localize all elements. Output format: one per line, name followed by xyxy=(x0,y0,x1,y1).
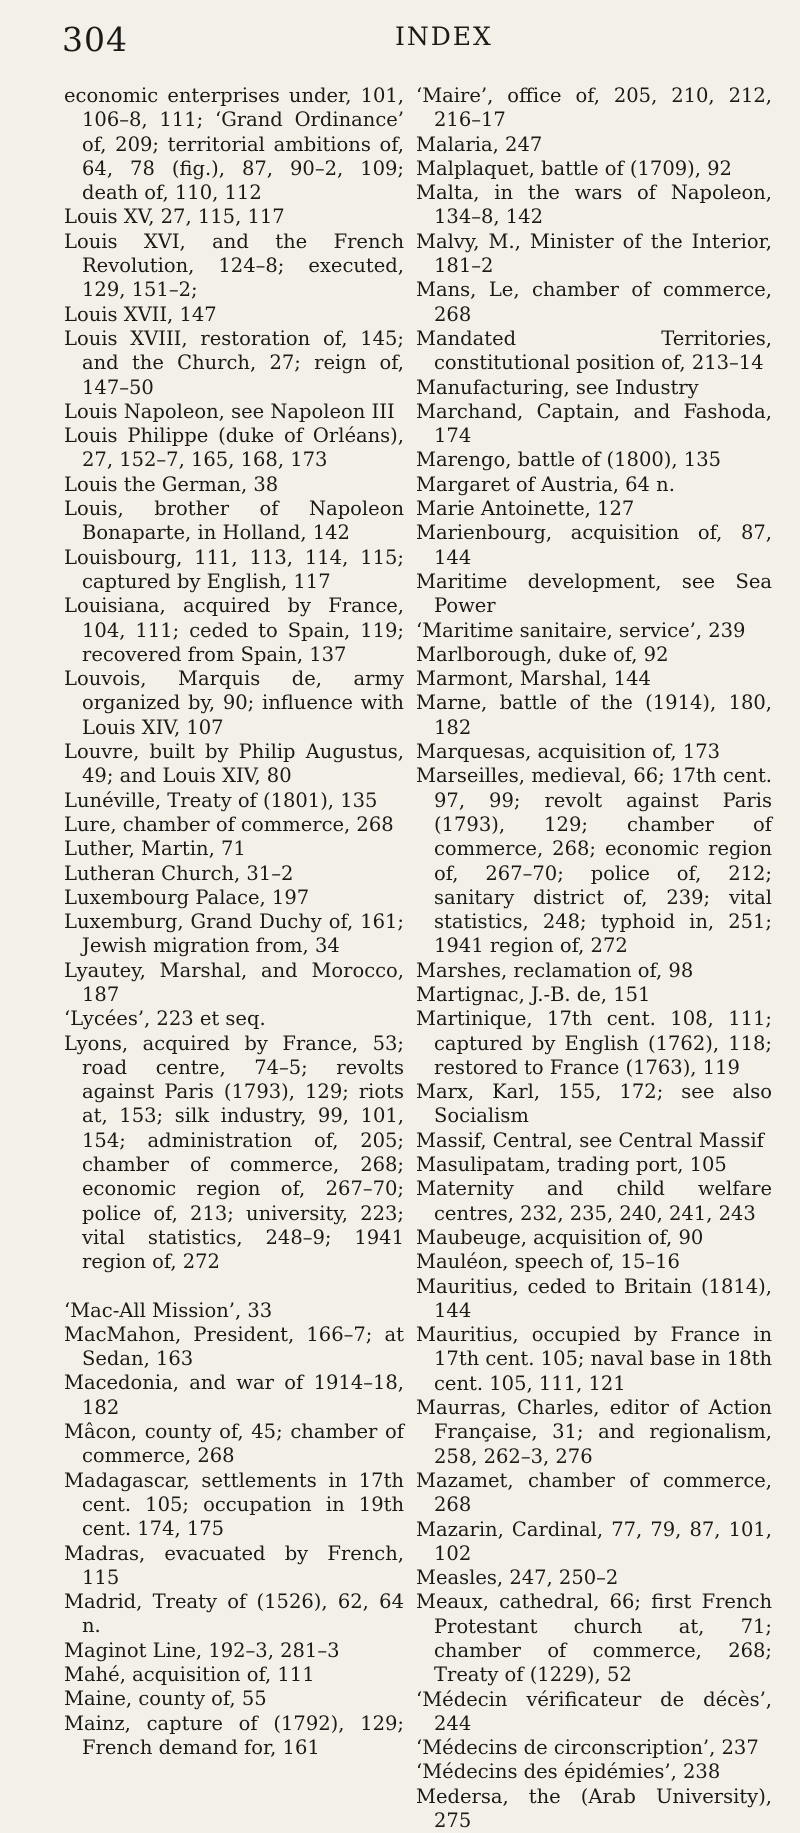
index-entry: Maubeuge, acquisition of, 90 xyxy=(416,1225,704,1249)
index-entry: ‘Médecins des épidémies’, 238 xyxy=(416,1760,721,1784)
index-entry: ‘Maire’, office of, 205, 210, 212, 216–17 xyxy=(416,84,772,132)
index-entry: Louis the German, 38 xyxy=(64,472,279,496)
index-entry: Marienbourg, acquisition of, 87, 144 xyxy=(416,521,772,569)
index-entry: Mahé, acquisition of, 111 xyxy=(64,1663,315,1686)
index-entry: Maurras, Charles, editor of Action Française, 31; and regionalism, 258, 262–3, 276 xyxy=(416,1396,772,1468)
index-entry: Marlborough, duke of, 92 xyxy=(416,642,669,666)
index-entry: ‘Mac-All Mission’, 33 xyxy=(64,1298,273,1322)
index-entry: Louisiana, acquired by France, 104, 111; ceded to Spain, 119; recovered from Spain, 137 xyxy=(64,594,404,666)
index-entry: Measles, 247, 250–2 xyxy=(416,1566,619,1590)
index-entry: Madras, evacuated by French, 115 xyxy=(64,1541,404,1589)
index-entry: Louis XV, 27, 115, 117 xyxy=(64,205,285,229)
index-entry: Marie Antoinette, 127 xyxy=(416,497,635,521)
index-entry: Mazamet, chamber of commerce, 268 xyxy=(416,1468,772,1517)
index-entry: Lunéville, Treaty of (1801), 135 xyxy=(64,788,378,812)
index-entry: Mâcon, county of, 45; chamber of commerce, 268 xyxy=(64,1420,404,1468)
index-entry: Lyons, acquired by France, 53; road centre, 74–5; revolts against Paris (1793), 129; riots at, 153; silk industry, 99, 101, 154; administration of, 205; chamber of commerce, 268; economic region of, 267–70; police of, 213; university, 223; vital statistics, 248–9; 1941 region of, 272 xyxy=(64,1031,404,1274)
index-entry: Louis Philippe (duke of Orléans), 27, 152–7, 165, 168, 173 xyxy=(64,424,404,472)
index-entry: Marshes, reclamation of, 98 xyxy=(416,958,694,982)
index-entry: Lutheran Church, 31–2 xyxy=(64,861,294,885)
index-column-right xyxy=(416,84,772,1833)
index-entry: Louis, brother of Napoleon Bonaparte, in Holland, 142 xyxy=(64,497,404,545)
index-entry: Massif, Central, see Central Massif xyxy=(416,1128,764,1152)
index-entry: Mauritius, ceded to Britain (1814), 144 xyxy=(416,1274,772,1322)
index-entry: Masulipatam, trading port, 105 xyxy=(416,1153,727,1177)
index-entry: Mauléon, speech of, 15–16 xyxy=(416,1250,680,1274)
index-entry: Luther, Martin, 71 xyxy=(64,837,246,861)
index-entry: Madrid, Treaty of (1526), 62, 64 n. xyxy=(64,1590,404,1638)
index-entry: Malta, in the wars of Napoleon, 134–8, 142 xyxy=(416,181,772,229)
index-entry: Martinique, 17th cent. 108, 111; captured by English (1762), 118; restored to France (1763), 119 xyxy=(416,1007,772,1079)
index-entry: Louvre, built by Philip Augustus, 49; and Louis XIV, 80 xyxy=(64,740,404,788)
page-title: INDEX xyxy=(395,22,493,51)
index-entry: Maine, county of, 55 xyxy=(64,1687,267,1711)
index-entry: Macedonia, and war of 1914–18, 182 xyxy=(64,1371,404,1419)
index-entry: Mazarin, Cardinal, 77, 79, 87, 101, 102 xyxy=(416,1517,772,1565)
index-entry: Marengo, battle of (1800), 135 xyxy=(416,448,722,472)
index-entry: Malaria, 247 xyxy=(416,132,543,156)
index-entry: Louisbourg, 111, 113, 114, 115; captured by English, 117 xyxy=(64,545,404,593)
index-entry: ‘Lycées’, 223 et seq. xyxy=(64,1007,266,1031)
index-entry: Medersa, the (Arab University), 275 xyxy=(416,1784,772,1833)
index-entry: Louvois, Marquis de, army organized by, 90; influence with Louis XIV, 107 xyxy=(64,667,404,739)
index-entry: Mans, Le, chamber of commerce, 268 xyxy=(416,278,772,326)
index-entry: Marne, battle of the (1914), 180, 182 xyxy=(416,691,772,739)
page-header xyxy=(0,0,800,80)
index-entry: Louis XVIII, restoration of, 145; and the Church, 27; reign of, 147–50 xyxy=(64,326,404,399)
index-entry: Marx, Karl, 155, 172; see also Socialism xyxy=(416,1080,772,1128)
index-entry: ‘Médecins de circonscription’, 237 xyxy=(416,1736,759,1760)
index-entry: Marquesas, acquisition of, 173 xyxy=(416,740,721,764)
index-entry: Marmont, Marshal, 144 xyxy=(416,667,651,691)
index-entry: Louis XVI, and the French Revolution, 124–8; executed, 129, 151–2; xyxy=(64,229,404,302)
index-entry: Martignac, J.-B. de, 151 xyxy=(416,982,651,1006)
section-gap xyxy=(64,1275,404,1299)
index-entry: Maternity and child welfare centres, 232, 235, 240, 241, 243 xyxy=(416,1177,772,1225)
page-number: 304 xyxy=(62,20,128,59)
index-entry: Lyautey, Marshal, and Morocco, 187 xyxy=(64,958,404,1006)
index-entry: ‘Maritime sanitaire, service’, 239 xyxy=(416,618,746,642)
index-entry: Mauritius, occupied by France in 17th cent. 105; naval base in 18th cent. 105, 111, 121 xyxy=(416,1323,772,1395)
index-entry: economic enterprises under, 101, 106–8, 111; ‘Grand Ordinance’ of, 209; territorial ambitions of, 64, 78 (fig.), 87, 90–2, 109; death of, 110, 112 xyxy=(64,84,404,205)
index-entry: Malvy, M., Minister of the Interior, 181–2 xyxy=(416,229,772,278)
index-entry: Maginot Line, 192–3, 281–3 xyxy=(64,1638,340,1662)
index-entry: Mandated Territories, constitutional position of, 213–14 xyxy=(416,326,772,375)
index-entry: Margaret of Austria, 64 n. xyxy=(416,472,675,496)
index-entry: Maritime development, see Sea Power xyxy=(416,569,772,618)
index-column-left xyxy=(64,84,404,1760)
index-entry: Marseilles, medieval, 66; 17th cent. 97, 99; revolt against Paris (1793), 129; chamber of commerce, 268; economic region of, 267–70; police of, 212; sanitary district of, 239; vital statistics, 248; typhoid in, 251; 1941 region of, 272 xyxy=(416,764,772,958)
index-entry: ‘Médecin vérificateur de décès’, 244 xyxy=(416,1687,772,1735)
index-entry: Louis Napoleon, see Napoleon III xyxy=(64,399,395,423)
index-entry: Louis XVII, 147 xyxy=(64,302,217,326)
index-entry: Manufacturing, see Industry xyxy=(416,375,699,399)
index-entry: Malplaquet, battle of (1709), 92 xyxy=(416,156,732,180)
index-entry: Madagascar, settlements in 17th cent. 105; occupation in 19th cent. 174, 175 xyxy=(64,1468,404,1541)
index-entry: Lure, chamber of commerce, 268 xyxy=(64,812,394,836)
index-entry: Marchand, Captain, and Fashoda, 174 xyxy=(416,399,772,448)
index-entry: Meaux, cathedral, 66; first French Protestant church at, 71; chamber of commerce, 268; Treaty of (1229), 52 xyxy=(416,1590,772,1687)
index-entry: Mainz, capture of (1792), 129; French demand for, 161 xyxy=(64,1711,404,1759)
index-entry: Luxembourg Palace, 197 xyxy=(64,885,310,909)
index-entry: Luxemburg, Grand Duchy of, 161; Jewish migration from, 34 xyxy=(64,910,404,958)
index-entry: MacMahon, President, 166–7; at Sedan, 163 xyxy=(64,1322,404,1371)
